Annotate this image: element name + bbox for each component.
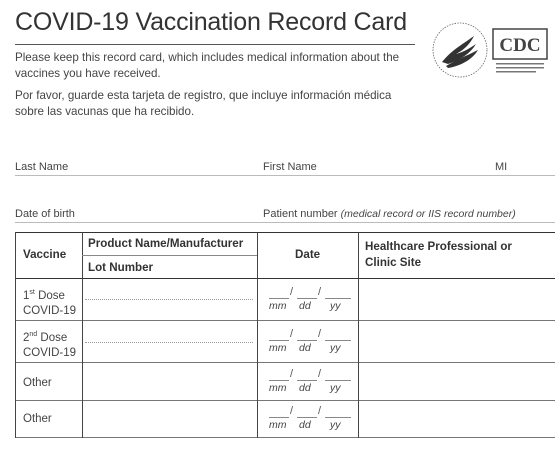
patient-number-label <box>263 208 516 220</box>
row-divider <box>15 362 555 363</box>
date-separator: / <box>290 286 294 298</box>
row-3-date-field[interactable] <box>263 368 355 400</box>
row-2-dose-number: 2 <box>23 331 30 344</box>
vaccination-record-table <box>15 232 555 438</box>
month-line <box>269 340 289 341</box>
header-product: Product Name/Manufacturer <box>88 237 244 250</box>
mm-label: mm <box>269 300 287 312</box>
header-date: Date <box>295 248 321 261</box>
table-bottom-border <box>15 437 555 438</box>
date-separator: / <box>318 368 322 380</box>
header-bottom-border <box>15 278 555 279</box>
yy-label: yy <box>330 419 341 431</box>
yy-label: yy <box>330 342 341 354</box>
row-1-vaccine-name: COVID-19 <box>23 304 77 317</box>
cdc-logo-text: CDC <box>499 35 541 56</box>
row-1-date-field[interactable] <box>263 286 355 318</box>
date-separator: / <box>290 405 294 417</box>
row-1-dose-number: 1 <box>23 289 30 302</box>
dd-label: dd <box>299 342 311 354</box>
header-vaccine: Vaccine <box>23 248 67 261</box>
dob-fields-rule <box>15 222 555 223</box>
hhs-seal-icon <box>430 20 490 80</box>
row-2-date-field[interactable] <box>263 328 355 360</box>
first-name-label: First Name <box>263 161 317 173</box>
row-1-dose-word: Dose <box>38 289 65 302</box>
date-separator: / <box>318 328 322 340</box>
row-1-vaccine <box>23 285 76 319</box>
year-line <box>325 298 351 299</box>
col-divider <box>257 232 258 438</box>
patient-number-text: Patient number <box>263 208 338 220</box>
date-separator: / <box>318 286 322 298</box>
dd-label: dd <box>299 382 311 394</box>
month-line <box>269 298 289 299</box>
row-2-vaccine <box>23 327 76 361</box>
table-top-border <box>15 232 555 233</box>
product-lot-divider <box>82 255 257 256</box>
name-fields-rule <box>15 175 555 176</box>
yy-label: yy <box>330 300 341 312</box>
year-line <box>325 417 351 418</box>
year-line <box>325 340 351 341</box>
header-professional: Healthcare Professional or Clinic Site <box>365 240 512 269</box>
day-line <box>297 380 317 381</box>
day-line <box>297 417 317 418</box>
intro-spanish: Por favor, guarde esta tarjeta de registro, que incluye información médica sobre las vacunas que ha recibido. <box>15 89 392 118</box>
month-line <box>269 417 289 418</box>
mm-label: mm <box>269 419 287 431</box>
row-2-dose-word: Dose <box>40 331 68 344</box>
header-lot: Lot Number <box>88 261 154 274</box>
patient-number-note: (medical record or IIS record number) <box>340 208 516 220</box>
row-2-product-lot-divider <box>85 342 253 343</box>
dd-label: dd <box>299 419 311 431</box>
card-title: COVID-19 Vaccination Record Card <box>15 8 407 36</box>
row-3-vaccine: Other <box>23 377 52 389</box>
row-divider <box>15 320 555 321</box>
row-2-dose-suffix: nd <box>29 331 38 338</box>
last-name-label: Last Name <box>15 161 69 173</box>
date-separator: / <box>290 368 294 380</box>
row-4-date-field[interactable] <box>263 405 355 437</box>
mm-label: mm <box>269 382 287 394</box>
day-line <box>297 340 317 341</box>
row-1-product-lot-divider <box>85 299 253 300</box>
month-line <box>269 380 289 381</box>
title-rule <box>15 44 415 45</box>
year-line <box>325 380 351 381</box>
col-divider <box>82 232 83 438</box>
row-divider <box>15 400 555 401</box>
dd-label: dd <box>299 300 311 312</box>
yy-label: yy <box>330 382 341 394</box>
day-line <box>297 298 317 299</box>
date-separator: / <box>290 328 294 340</box>
cdc-logo-icon <box>492 28 548 74</box>
date-separator: / <box>318 405 322 417</box>
row-4-vaccine: Other <box>23 413 52 425</box>
mi-label: MI <box>495 161 508 173</box>
row-2-vaccine-name: COVID-19 <box>23 346 77 359</box>
col-divider <box>358 232 359 438</box>
mm-label: mm <box>269 342 287 354</box>
table-left-border <box>15 232 16 438</box>
dob-label: Date of birth <box>15 208 75 220</box>
intro-english: Please keep this record card, which includes medical information about the vaccines you have received. <box>15 51 400 80</box>
row-1-dose-suffix: st <box>29 289 35 296</box>
